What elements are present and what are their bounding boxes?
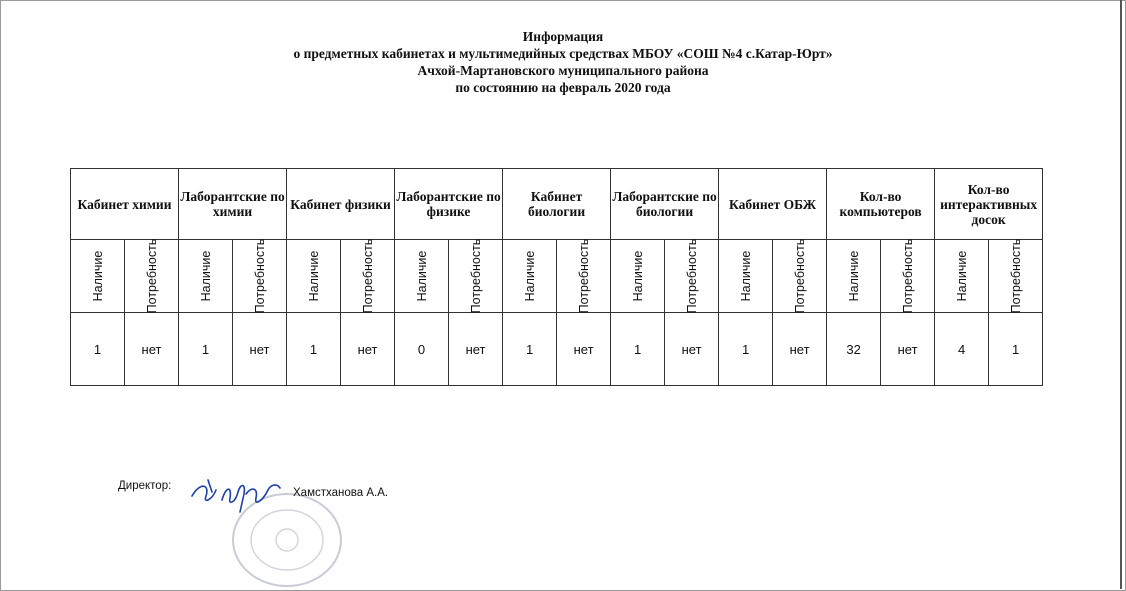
cell-have: 4: [935, 313, 989, 386]
cell-need: нет: [449, 313, 503, 386]
cell-have: 1: [179, 313, 233, 386]
table-row: [71, 313, 1043, 386]
director-label: Директор:: [118, 480, 172, 492]
cell-have: 1: [287, 313, 341, 386]
cell-have: 0: [395, 313, 449, 386]
sub-header-have: Наличие: [179, 240, 233, 313]
header-district: Ачхой-Мартановского муниципального района: [417, 63, 709, 78]
group-header: Лаборантские по химии: [179, 169, 287, 240]
cell-have: 1: [719, 313, 773, 386]
sub-header-have: Наличие: [395, 240, 449, 313]
sub-header-need: Потребность: [881, 240, 935, 313]
cell-have: 32: [827, 313, 881, 386]
sub-header-have: Наличие: [71, 240, 125, 313]
sub-header-have: Наличие: [503, 240, 557, 313]
sub-header-row: [71, 240, 1043, 313]
sub-header-have: Наличие: [287, 240, 341, 313]
signature-icon: [186, 472, 286, 522]
group-header: Кабинет физики: [287, 169, 395, 240]
header-date: по состоянию на февраль 2020 года: [455, 80, 671, 95]
sub-header-need: Потребность: [773, 240, 827, 313]
sub-header-need: Потребность: [125, 240, 179, 313]
sub-header-need: Потребность: [557, 240, 611, 313]
cell-need: нет: [341, 313, 395, 386]
group-header: Кабинет химии: [71, 169, 179, 240]
sub-header-need: Потребность: [665, 240, 719, 313]
cell-need: нет: [233, 313, 287, 386]
sub-header-have: Наличие: [827, 240, 881, 313]
sub-header-have: Наличие: [935, 240, 989, 313]
group-header: Кол-во интерактивных досок: [935, 169, 1043, 240]
group-header-row: [71, 169, 1043, 240]
director-name: Хамстханова А.А.: [293, 487, 389, 499]
document-header: [0, 28, 1126, 96]
group-header: Кол-во компьютеров: [827, 169, 935, 240]
cabinets-table: [70, 168, 1043, 386]
group-header: Лаборантские по биологии: [611, 169, 719, 240]
cell-need: нет: [881, 313, 935, 386]
cell-need: нет: [557, 313, 611, 386]
cell-have: 1: [611, 313, 665, 386]
header-title: Информация: [522, 29, 604, 44]
sub-header-need: Потребность: [341, 240, 395, 313]
sub-header-have: Наличие: [719, 240, 773, 313]
group-header: Кабинет ОБЖ: [719, 169, 827, 240]
signature-block: [0, 470, 1126, 570]
sub-header-need: Потребность: [989, 240, 1043, 313]
cell-need: нет: [125, 313, 179, 386]
group-header: Кабинет биологии: [503, 169, 611, 240]
cell-have: 1: [503, 313, 557, 386]
cell-need: 1: [989, 313, 1043, 386]
cell-have: 1: [71, 313, 125, 386]
group-header: Лаборантские по физике: [395, 169, 503, 240]
cell-need: нет: [665, 313, 719, 386]
sub-header-have: Наличие: [611, 240, 665, 313]
sub-header-need: Потребность: [449, 240, 503, 313]
cell-need: нет: [773, 313, 827, 386]
sub-header-need: Потребность: [233, 240, 287, 313]
header-subtitle: о предметных кабинетах и мультимедийных средствах МБОУ «СОШ №4 с.Катар-Юрт»: [293, 46, 833, 61]
